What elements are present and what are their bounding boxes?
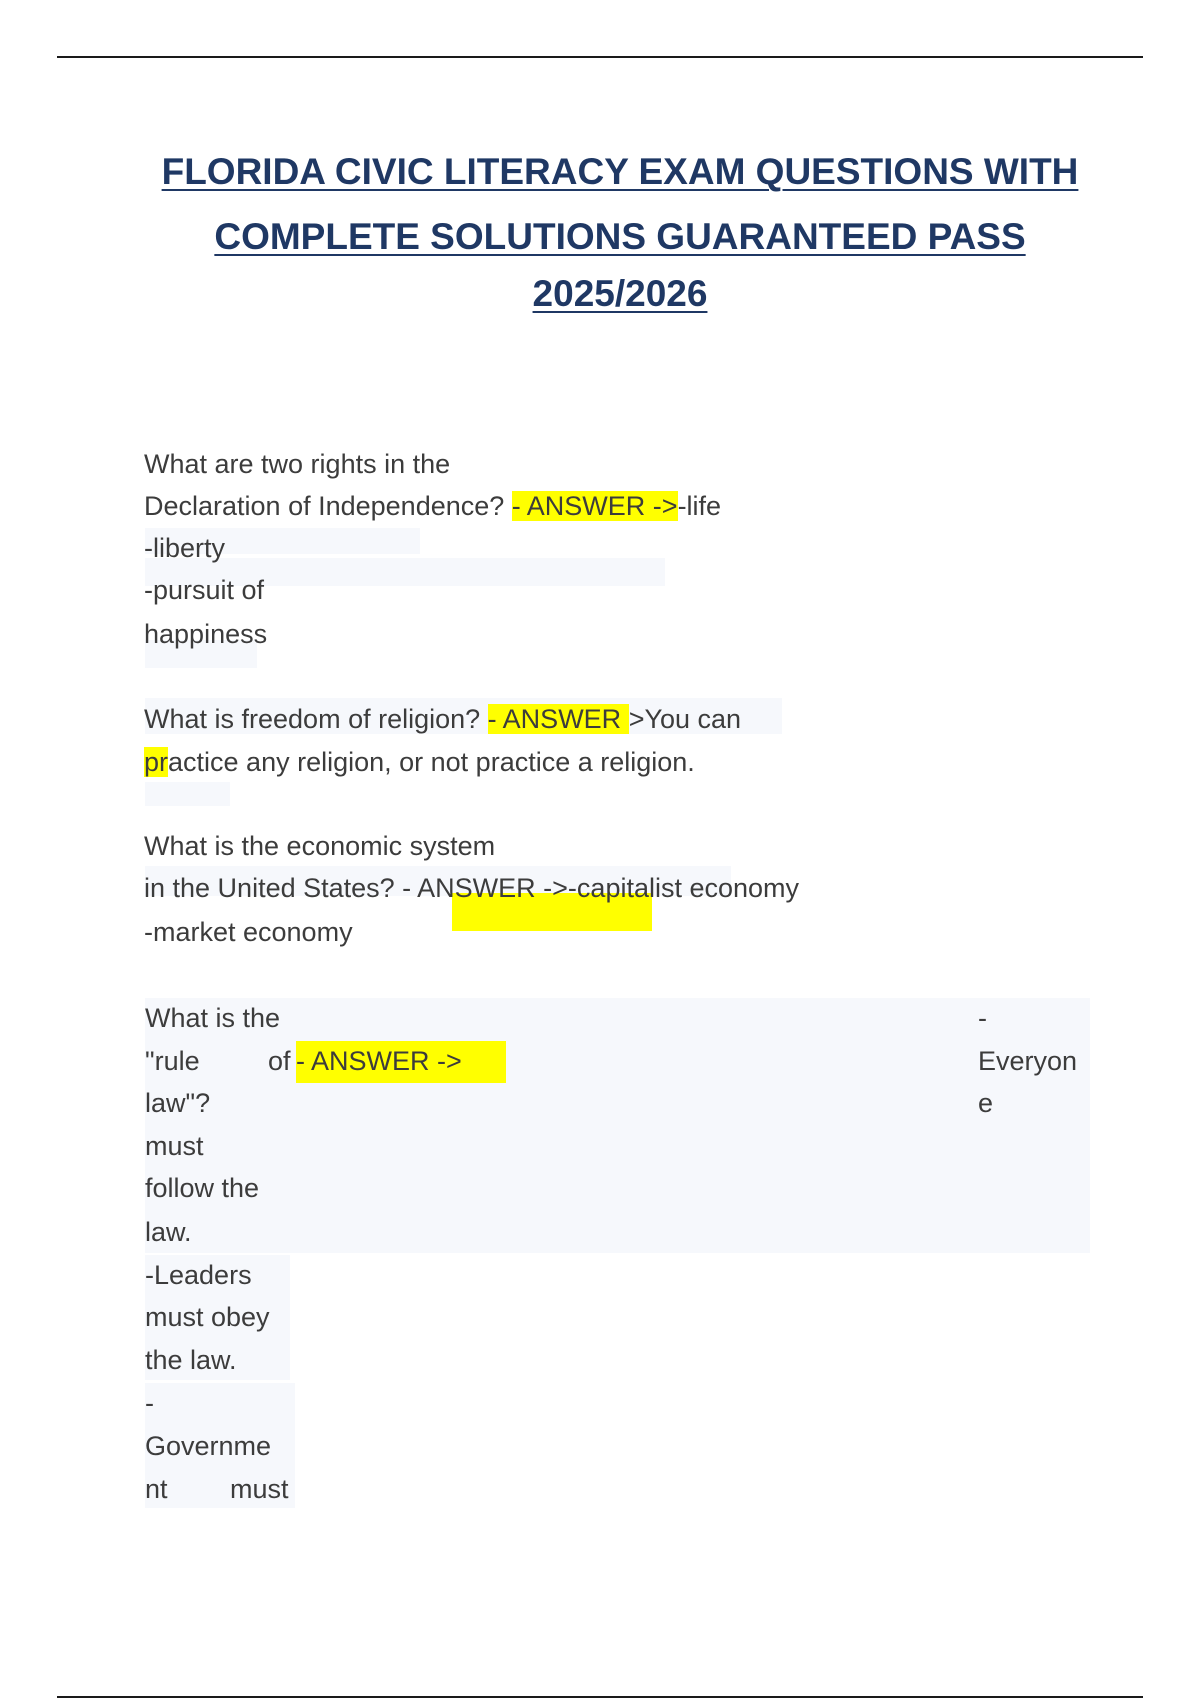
answer-1-line-2: -liberty — [144, 533, 226, 563]
answer-4-line: Governme — [145, 1431, 272, 1461]
answer-1-line-3: -pursuit of — [144, 575, 265, 605]
answer-marker: - ANSWER -> — [296, 1046, 462, 1076]
question-4-line: law"? — [145, 1088, 211, 1118]
answer-4-line: the law. — [145, 1345, 237, 1375]
question-3-line-1: What is the economic system — [144, 831, 496, 861]
text-shading — [145, 782, 230, 806]
answer-4-right-line: Everyon — [978, 1046, 1078, 1076]
answer-marker: - ANSWER — [487, 704, 629, 734]
question-2-line-1: What is freedom of religion? - ANSWER >You can — [144, 704, 742, 734]
answer-3-line-2: -market economy — [144, 917, 353, 947]
answer-4-line: - — [145, 1388, 154, 1418]
question-4-line: What is the — [145, 1003, 281, 1033]
answer-4-line: must obey — [145, 1302, 270, 1332]
bottom-rule — [57, 1696, 1143, 1698]
answer-marker: - ANSWER -> — [511, 491, 678, 521]
answer-4-line: must — [230, 1474, 289, 1504]
answer-4-line: nt — [145, 1474, 168, 1504]
question-1-line-2: Declaration of Independence? - ANSWER ->-life — [144, 491, 722, 521]
answer-4-line: must — [145, 1131, 204, 1161]
document-title-line-2: COMPLETE SOLUTIONS GUARANTEED PASS — [214, 216, 1026, 257]
question-4-line: "rule — [145, 1046, 200, 1076]
question-1-line-1: What are two rights in the — [144, 449, 451, 479]
document-title-line-3: 2025/2026 — [532, 273, 708, 314]
top-rule — [57, 56, 1143, 58]
question-4-of-word: of — [268, 1046, 291, 1076]
answer-2-line-2: practice any religion, or not practice a religion. — [144, 747, 695, 777]
answer-4-right-line: e — [978, 1088, 994, 1118]
answer-4-line: law. — [145, 1217, 192, 1247]
answer-4-right-line: - — [978, 1003, 987, 1033]
answer-1-line-4: happiness — [144, 619, 268, 649]
document-title-line-1: FLORIDA CIVIC LITERACY EXAM QUESTIONS WITH — [161, 151, 1079, 192]
question-3-line-2: in the United States? - ANSWER ->-capitalist economy — [144, 873, 800, 903]
answer-4-line: follow the — [145, 1173, 260, 1203]
answer-4-line: -Leaders — [145, 1260, 252, 1290]
table-shading — [145, 998, 1090, 1253]
